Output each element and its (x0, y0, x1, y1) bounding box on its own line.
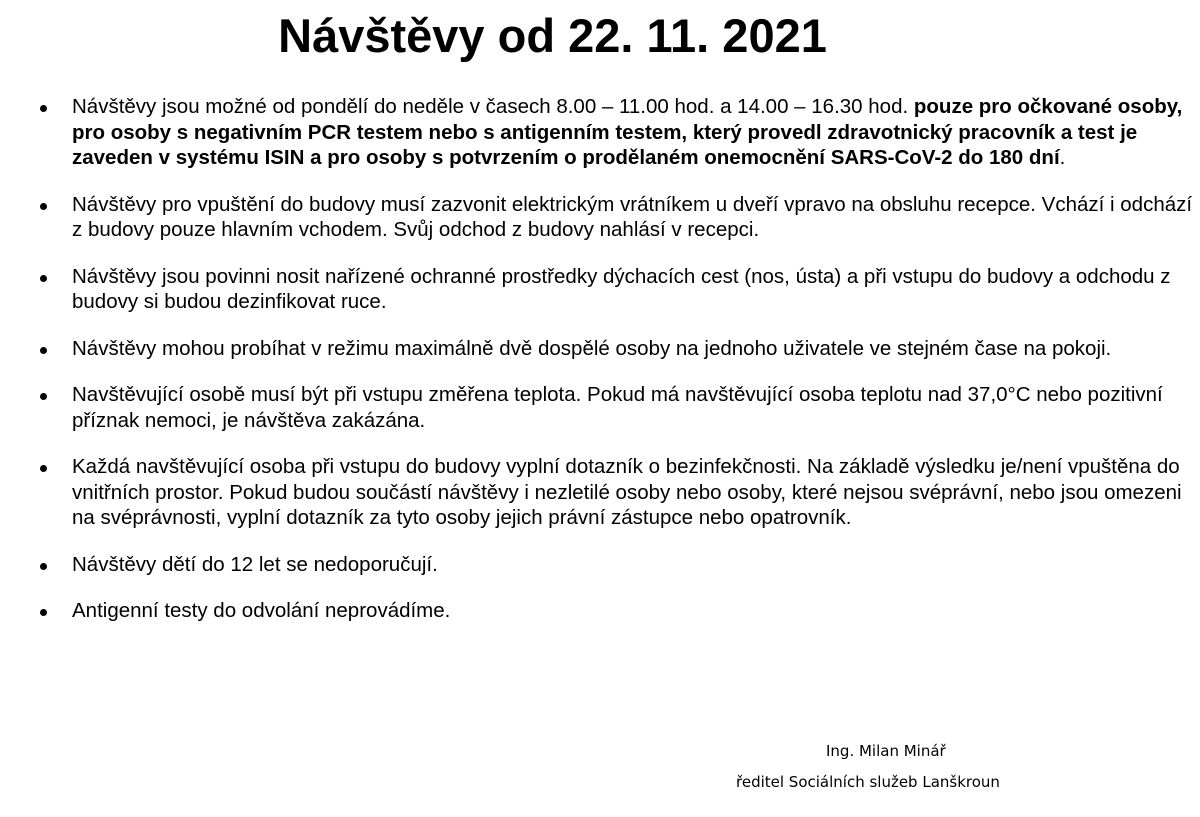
list-item-text: Návštěvy dětí do 12 let se nedoporučují. (72, 552, 438, 576)
list-item-bold-text: pouze pro očkované osoby, pro osoby s negativním PCR testem nebo s antigenním testem, který provedl zdravotnický pracovník a test je zaveden v systému ISIN a pro osoby s potvrzením o prodělaném onemocnění SARS-CoV-2 do 180 dní (72, 95, 1183, 169)
bullet-dot-icon (40, 105, 47, 112)
list-item (0, 552, 1194, 578)
list-item-text: Návštěvy jsou možné od pondělí do neděle v časech 8.00 – 11.00 hod. a 14.00 – 16.30 hod. (72, 95, 914, 118)
list-item-tail: . (1059, 146, 1066, 169)
signature-role: ředitel Sociálních služeb Lanškroun (736, 773, 1000, 791)
page-title: Návštěvy od 22. 11. 2021 (278, 9, 827, 62)
list-item-text: Návštěvy pro vpuštění do budovy musí zazvonit elektrickým vrátníkem u dveří vpravo na obsluhu recepce. Vchází i odchází z budovy pouze hlavním vchodem. Svůj odchod z budovy nahlásí v recepci. (72, 192, 1193, 241)
list-item-text: Navštěvující osobě musí být při vstupu změřena teplota. Pokud má navštěvující osoba teplotu nad 37,0°C nebo pozitivní příznak nemoci, je návštěva zakázána. (72, 383, 1163, 432)
list-item (0, 382, 1194, 433)
list-item-text: Každá navštěvující osoba při vstupu do budovy vyplní dotazník o bezinfekčnosti. Na základě výsledku je/není vpuštěna do vnitřních prostor. Pokud budou součástí návštěvy i nezletilé osoby nebo osoby, které nejsou svéprávní, nebo jsou omezeni na svéprávnosti, vyplní dotazník za tyto osoby jejich právní zástupce nebo opatrovník. (72, 455, 1182, 529)
signature-block (720, 736, 1060, 798)
list-item (0, 598, 1194, 624)
list-item-text: Návštěvy jsou povinni nosit nařízené ochranné prostředky dýchacích cest (nos, ústa) a při vstupu do budovy a odchodu z budovy si budou dezinfikovat ruce. (72, 264, 1171, 313)
bullet-dot-icon (40, 563, 47, 570)
list-item (0, 264, 1194, 315)
list-item (0, 336, 1194, 362)
bullet-dot-icon (40, 203, 47, 210)
list-item (0, 192, 1194, 243)
list-item (0, 454, 1194, 531)
list-item (0, 94, 1194, 171)
bullet-dot-icon (40, 465, 47, 472)
bullet-dot-icon (40, 609, 47, 616)
signature-name: Ing. Milan Minář (826, 742, 946, 760)
rules-list (0, 94, 1200, 645)
list-item-text: Návštěvy mohou probíhat v režimu maximálně dvě dospělé osoby na jednoho uživatele ve stejném čase na pokoji. (72, 336, 1112, 360)
bullet-dot-icon (40, 275, 47, 282)
bullet-dot-icon (40, 347, 47, 354)
list-item-text: Antigenní testy do odvolání neprovádíme. (72, 599, 451, 622)
bullet-dot-icon (40, 393, 47, 400)
